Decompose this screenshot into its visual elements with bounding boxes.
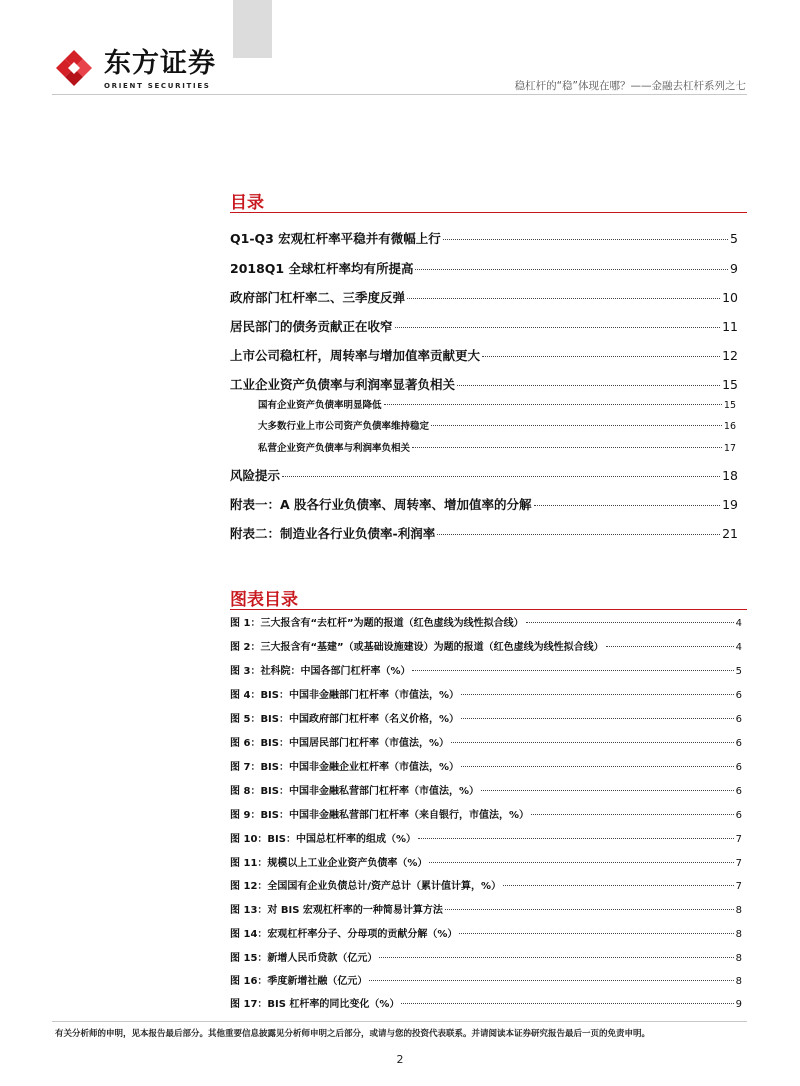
figure-entry-page: 6	[735, 690, 742, 701]
toc-entry-page: 19	[722, 497, 738, 512]
dot-leader	[606, 646, 734, 647]
figure-entry-text: 图 10：BIS：中国总杠杆率的组成（%）	[230, 834, 416, 845]
dot-leader	[407, 298, 720, 299]
toc-entry-text: 附表一：A 股各行业负债率、周转率、增加值率的分解	[230, 497, 532, 512]
toc-entry-text: 风险提示	[230, 468, 281, 483]
figure-entry[interactable]	[230, 877, 742, 892]
figure-entry-text: 图 1：三大报含有“去杠杆”为题的报道（红色虚线为线性拟合线）	[230, 618, 524, 629]
toc-entry-page: 16	[723, 421, 736, 432]
toc-subentry[interactable]	[258, 440, 736, 454]
figure-entry-text: 图 7：BIS：中国非金融企业杠杆率（市值法，%）	[230, 762, 460, 773]
figure-entry-page: 6	[735, 762, 742, 773]
dot-leader	[461, 694, 734, 695]
report-series-title: 稳杠杆的“稳”体现在哪？——金融去杠杆系列之七	[514, 80, 746, 92]
toc-entry-page: 5	[730, 231, 738, 246]
dot-leader	[459, 933, 733, 934]
figure-entry-page: 6	[735, 810, 742, 821]
figure-entry[interactable]	[230, 662, 742, 677]
header-divider	[52, 94, 747, 95]
figure-entry-page: 7	[735, 834, 742, 845]
dot-leader	[445, 909, 734, 910]
figure-entry[interactable]	[230, 734, 742, 749]
toc-entry[interactable]	[230, 495, 738, 513]
figure-entry[interactable]	[230, 710, 742, 725]
toc-entry-page: 18	[722, 468, 738, 483]
toc-entry-text: 政府部门杠杆率二、三季度反弹	[230, 290, 406, 305]
figure-entry-page: 9	[735, 999, 742, 1010]
dot-leader	[418, 838, 734, 839]
footer-divider	[52, 1021, 747, 1022]
figure-entry[interactable]	[230, 925, 742, 940]
toc-entry[interactable]	[230, 288, 738, 306]
figure-entry-text: 图 6：BIS：中国居民部门杠杆率（市值法，%）	[230, 738, 450, 749]
toc-entry-page: 17	[723, 443, 736, 454]
dot-leader	[503, 885, 734, 886]
toc-entry-text: 大多数行业上市公司资产负债率维持稳定	[258, 421, 430, 432]
dot-leader	[481, 790, 734, 791]
figure-entry[interactable]	[230, 901, 742, 916]
dot-leader	[526, 622, 734, 623]
dot-leader	[457, 385, 720, 386]
dot-leader	[461, 718, 734, 719]
figure-entry[interactable]	[230, 638, 742, 653]
figure-entry-page: 8	[735, 976, 742, 987]
dot-leader	[482, 356, 720, 357]
figure-entry-text: 图 12：全国国有企业负债总计/资产总计（累计值计算，%）	[230, 881, 502, 892]
figure-entry[interactable]	[230, 614, 742, 629]
figure-entry[interactable]	[230, 830, 742, 845]
figure-entry-text: 图 8：BIS：中国非金融私营部门杠杆率（市值法，%）	[230, 786, 480, 797]
figure-entry[interactable]	[230, 995, 742, 1010]
orient-securities-logo	[54, 48, 94, 88]
figure-entry-text: 图 13：对 BIS 宏观杠杆率的一种简易计算方法	[230, 905, 443, 916]
toc-entry-text: 私营企业资产负债率与利润率负相关	[258, 443, 411, 454]
figures-title: 图表目录	[230, 590, 298, 610]
page-number: 2	[396, 1053, 404, 1066]
figure-entry-page: 6	[735, 738, 742, 749]
toc-entry-page: 21	[722, 526, 738, 541]
toc-entry-text: 2018Q1 全球杠杆率均有所提高	[230, 261, 414, 276]
dot-leader	[412, 447, 722, 448]
toc-entry[interactable]	[230, 317, 738, 335]
figure-entry-page: 8	[735, 953, 742, 964]
figure-entry-text: 图 11：规模以上工业企业资产负债率（%）	[230, 858, 428, 869]
toc-entry-page: 15	[723, 400, 736, 411]
toc-title-rule	[230, 212, 747, 213]
figures-title-rule	[230, 609, 747, 610]
dot-leader	[531, 814, 734, 815]
toc-entry[interactable]	[230, 466, 738, 484]
dot-leader	[429, 862, 733, 863]
toc-entry-text: 上市公司稳杠杆，周转率与增加值率贡献更大	[230, 348, 481, 363]
figure-entry-text: 图 15：新增人民币贷款（亿元）	[230, 953, 378, 964]
toc-entry[interactable]	[230, 229, 738, 247]
toc-entry-text: 附表二：制造业各行业负债率-利润率	[230, 526, 436, 541]
figure-entry-page: 6	[735, 786, 742, 797]
figure-entry[interactable]	[230, 758, 742, 773]
figure-entry[interactable]	[230, 949, 742, 964]
figure-entry-page: 5	[735, 666, 742, 677]
dot-leader	[534, 505, 721, 506]
dot-leader	[443, 239, 728, 240]
disclaimer-note: 有关分析师的申明，见本报告最后部分。其他重要信息披露见分析师申明之后部分，或请与您的投资代表联系。并请阅读本证券研究报告最后一页的免责申明。	[55, 1029, 651, 1039]
toc-subentry[interactable]	[258, 397, 736, 411]
figure-entry-text: 图 9：BIS：中国非金融私营部门杠杆率（来自银行，市值法，%）	[230, 810, 530, 821]
header-gray-block	[233, 0, 272, 58]
toc-entry-text: Q1-Q3 宏观杠杆率平稳并有微幅上行	[230, 231, 441, 246]
toc-entry[interactable]	[230, 524, 738, 542]
figure-entry-text: 图 14：宏观杠杆率分子、分母项的贡献分解（%）	[230, 929, 458, 940]
toc-entry-text: 工业企业资产负债率与利润率显著负相关	[230, 377, 456, 392]
figure-entry-page: 8	[735, 929, 742, 940]
toc-subentry[interactable]	[258, 418, 736, 432]
figure-entry-text: 图 2：三大报含有“基建”（或基础设施建设）为题的报道（红色虚线为线性拟合线）	[230, 642, 604, 653]
dot-leader	[379, 957, 733, 958]
figure-entry-page: 4	[735, 642, 742, 653]
brand-name-en: ORIENT SECURITIES	[104, 82, 211, 90]
dot-leader	[431, 425, 722, 426]
figure-entry[interactable]	[230, 686, 742, 701]
toc-entry[interactable]	[230, 259, 738, 277]
dot-leader	[401, 1003, 733, 1004]
toc-title: 目录	[230, 193, 264, 213]
figure-entry-text: 图 4：BIS：中国非金融部门杠杆率（市值法，%）	[230, 690, 460, 701]
dot-leader	[282, 476, 720, 477]
toc-entry-page: 12	[722, 348, 738, 363]
toc-entry-text: 国有企业资产负债率明显降低	[258, 400, 382, 411]
dot-leader	[369, 980, 733, 981]
dot-leader	[451, 742, 734, 743]
toc-entry-page: 10	[722, 290, 738, 305]
dot-leader	[412, 670, 733, 671]
figure-entry-text: 图 16：季度新增社融（亿元）	[230, 976, 368, 987]
figure-entry[interactable]	[230, 854, 742, 869]
figure-entry-text: 图 3：社科院：中国各部门杠杆率（%）	[230, 666, 411, 677]
dot-leader	[461, 766, 734, 767]
figure-entry-page: 7	[735, 858, 742, 869]
toc-entry[interactable]	[230, 375, 738, 393]
figure-entry[interactable]	[230, 782, 742, 797]
toc-entry[interactable]	[230, 346, 738, 364]
toc-entry-page: 9	[730, 261, 738, 276]
figure-entry-text: 图 5：BIS：中国政府部门杠杆率（名义价格，%）	[230, 714, 460, 725]
dot-leader	[384, 404, 722, 405]
figure-entry[interactable]	[230, 972, 742, 987]
toc-entry-page: 15	[722, 377, 738, 392]
figure-entry-page: 4	[735, 618, 742, 629]
toc-entry-text: 居民部门的债务贡献正在收窄	[230, 319, 393, 334]
dot-leader	[437, 534, 720, 535]
figure-entry-page: 6	[735, 714, 742, 725]
figure-entry-text: 图 17：BIS 杠杆率的同比变化（%）	[230, 999, 400, 1010]
figure-entry[interactable]	[230, 806, 742, 821]
figure-entry-page: 7	[735, 881, 742, 892]
figure-entry-page: 8	[735, 905, 742, 916]
toc-entry-page: 11	[722, 319, 738, 334]
dot-leader	[395, 327, 721, 328]
dot-leader	[415, 269, 728, 270]
brand-name-cn: 东方证券	[104, 48, 216, 79]
